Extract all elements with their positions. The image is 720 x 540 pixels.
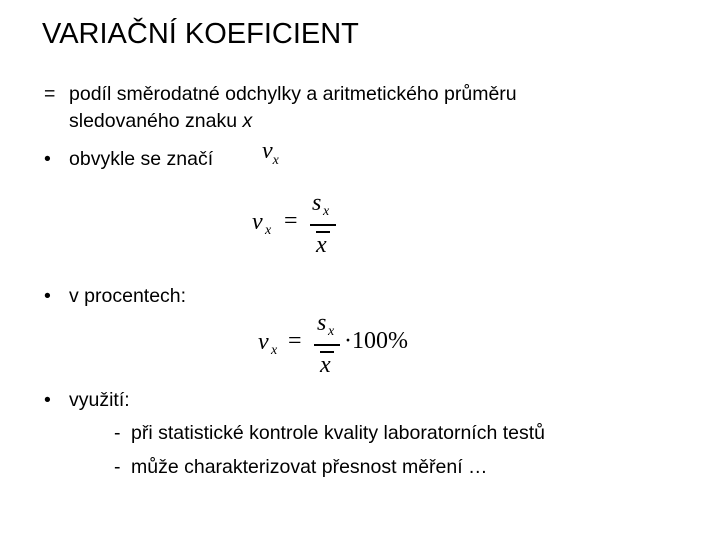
- notation-symbol: [262, 138, 279, 169]
- definition-text: podíl směrodatné odchylky a aritmetického průměru: [69, 83, 517, 105]
- definition-variable: x: [242, 110, 253, 132]
- formula-1-numerator-sub: x: [323, 204, 330, 219]
- bullet: •: [44, 285, 51, 307]
- formula-2-factor: ·100%: [344, 328, 408, 354]
- bullet: •: [44, 148, 51, 170]
- notation-line: [44, 147, 214, 172]
- formula-2-lhs: v: [258, 329, 269, 355]
- formula-2-equals: =: [288, 328, 302, 354]
- formula-1-lhs: v: [252, 209, 263, 235]
- usage-item-2: [114, 455, 488, 480]
- definition-line-1: [44, 82, 517, 107]
- usage-item-text: může charakterizovat přesnost měření …: [131, 456, 488, 478]
- formula-2: [258, 312, 438, 382]
- usage-item-1: [114, 421, 546, 446]
- usage-item-dash: -: [114, 422, 121, 444]
- usage-line: [44, 388, 130, 413]
- notation-text: obvykle se značí: [69, 148, 214, 170]
- definition-marker: =: [44, 83, 56, 105]
- formula-1-denominator: x: [316, 232, 327, 258]
- symbol-v: v: [262, 138, 273, 164]
- percent-text: v procentech:: [69, 285, 187, 307]
- bullet: •: [44, 389, 51, 411]
- formula-1-equals: =: [284, 208, 298, 234]
- formula-2-numerator-sub: x: [328, 324, 335, 339]
- formula-1-numerator: s: [312, 190, 322, 216]
- usage-item-dash: -: [114, 456, 121, 478]
- formula-2-numerator: s: [317, 310, 327, 336]
- definition-text-2: sledovaného znaku: [69, 110, 238, 132]
- formula-2-denominator: x: [320, 352, 331, 378]
- symbol-sub-x: x: [272, 153, 279, 168]
- formula-1-fraction-bar: [310, 224, 336, 226]
- percent-line: [44, 284, 187, 309]
- formula-1: [252, 190, 352, 266]
- usage-text: využití:: [69, 389, 130, 411]
- formula-1-lhs-sub: x: [265, 223, 272, 238]
- formula-2-fraction-bar: [314, 344, 340, 346]
- page-title: VARIAČNÍ KOEFICIENT: [42, 18, 359, 50]
- definition-line-2: [69, 109, 252, 134]
- formula-2-lhs-sub: x: [271, 343, 278, 358]
- usage-item-text: při statistické kontrole kvality laboratorních testů: [131, 422, 546, 444]
